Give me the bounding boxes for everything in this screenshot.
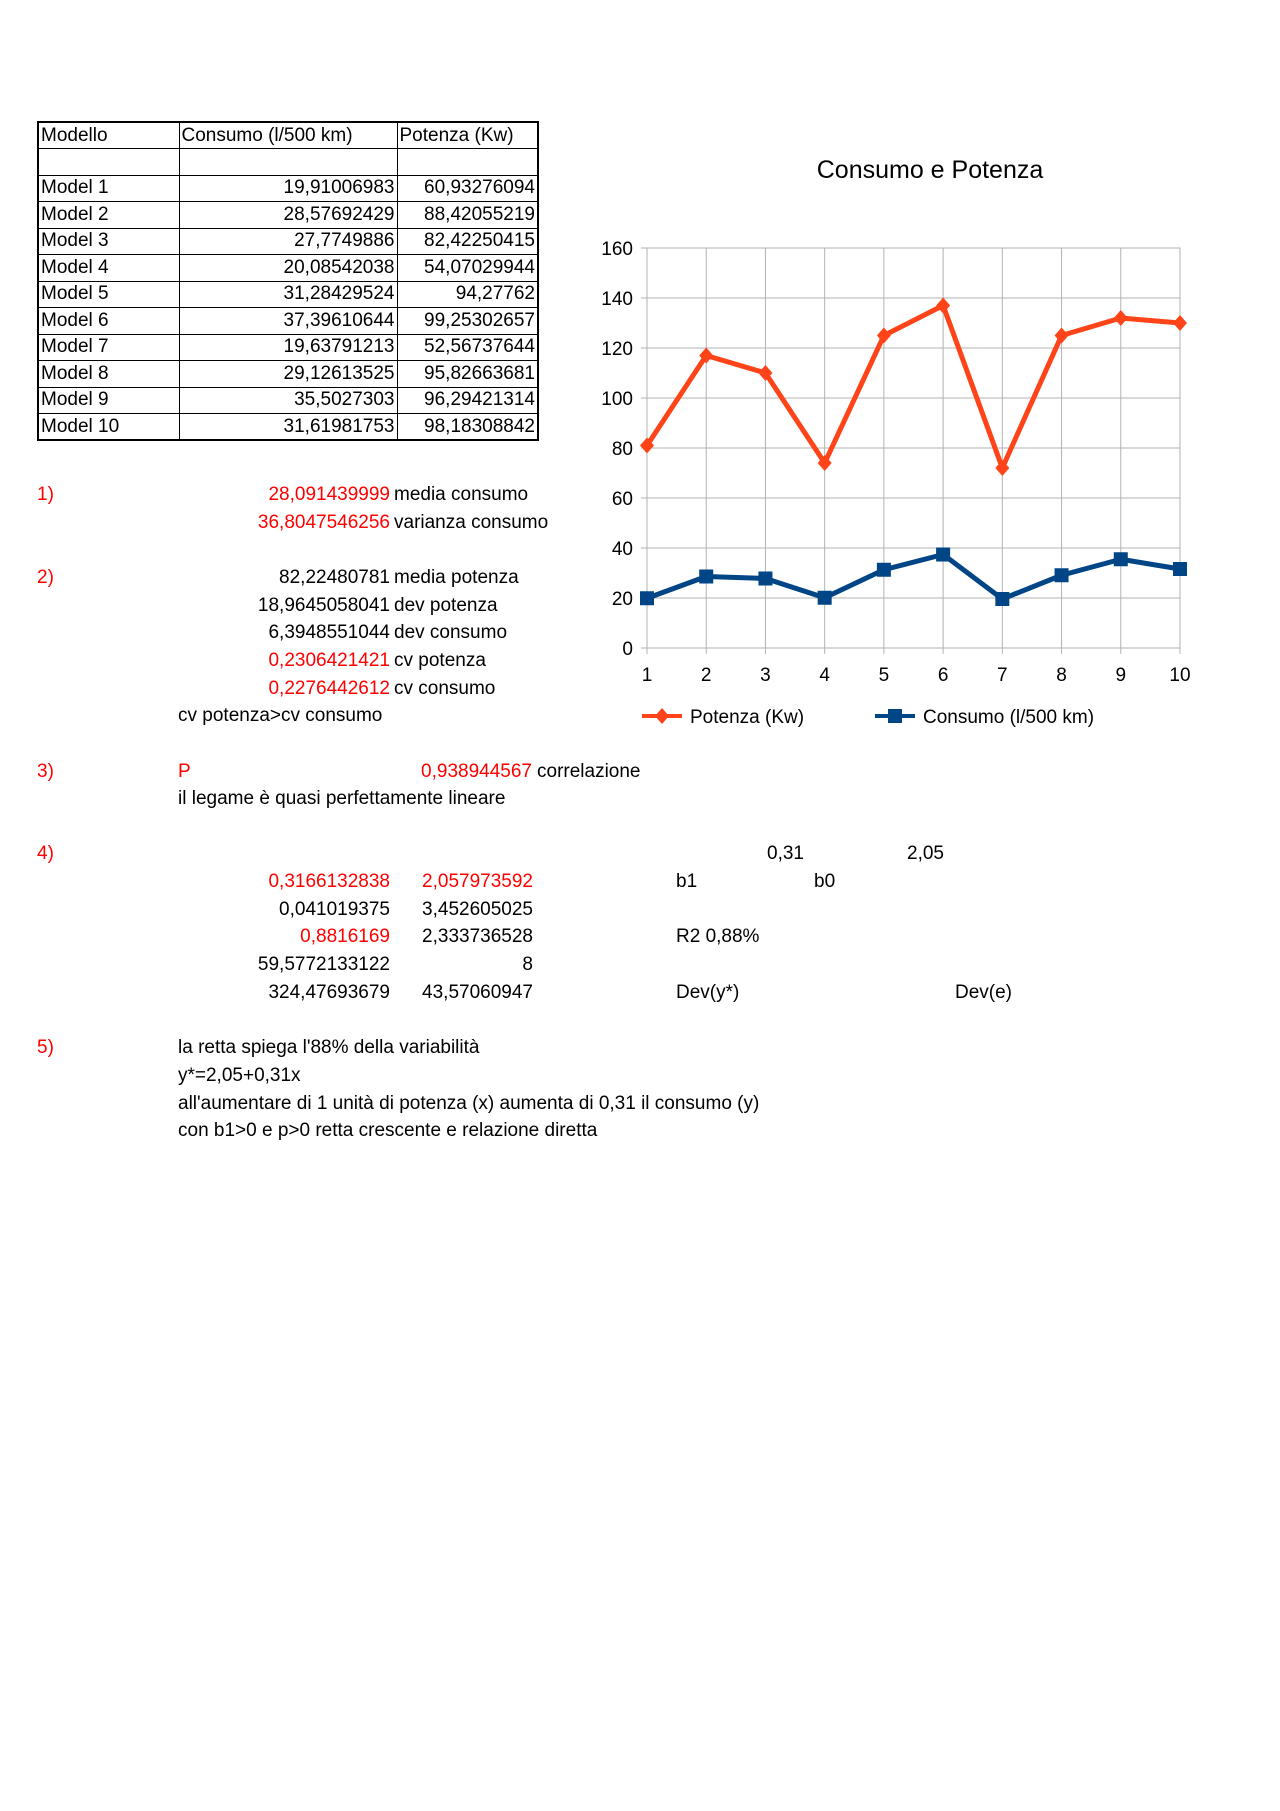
table-row xyxy=(38,202,538,229)
y-tick-label: 100 xyxy=(601,389,633,410)
table-value-cell: 31,61981753 xyxy=(179,414,397,441)
section-1-number: 1) xyxy=(37,484,54,505)
table-row xyxy=(38,281,538,308)
section-2-number: 2) xyxy=(37,567,54,588)
y-tick-label: 120 xyxy=(601,339,633,360)
table-model-cell: Model 8 xyxy=(38,361,179,388)
conclusion-line-1: la retta spiega l'88% della variabilità xyxy=(178,1037,480,1058)
table-value-cell: 28,57692429 xyxy=(179,202,397,229)
series-consumo xyxy=(640,548,1187,607)
table-model-cell: Model 4 xyxy=(38,255,179,282)
chart-series xyxy=(640,298,1187,607)
chart-axes xyxy=(601,239,1190,686)
correlazione-label: correlazione xyxy=(537,761,641,782)
series-line xyxy=(647,555,1180,600)
table-row xyxy=(38,175,538,202)
matrix-r1-c2: 2,057973592 xyxy=(422,871,533,892)
matrix-r5-c1: 324,47693679 xyxy=(268,982,390,1003)
legend-marker xyxy=(655,708,669,724)
y-tick-label: 140 xyxy=(601,289,633,310)
legend-marker xyxy=(888,709,902,723)
dev-consumo-label: dev consumo xyxy=(394,622,508,643)
table-empty-cell xyxy=(179,149,397,176)
x-tick-label: 1 xyxy=(641,665,653,686)
correlazione-value: 0,938944567 xyxy=(421,761,532,782)
varianza-consumo-label: varianza consumo xyxy=(394,512,549,533)
media-potenza-label: media potenza xyxy=(394,567,519,588)
table-value-cell: 20,08542038 xyxy=(179,255,397,282)
table-model-cell: Model 5 xyxy=(38,281,179,308)
conclusion-line-2: y*=2,05+0,31x xyxy=(178,1065,301,1086)
table-row xyxy=(38,334,538,361)
table-value-cell: 88,42055219 xyxy=(397,202,538,229)
conclusion-line-3: all'aumentare di 1 unità di potenza (x) aumenta di 0,31 il consumo (y) xyxy=(178,1093,760,1114)
data-point xyxy=(877,563,891,577)
data-point xyxy=(1055,568,1069,582)
data-table xyxy=(37,121,539,441)
y-tick-label: 20 xyxy=(611,589,633,610)
cv-potenza-label: cv potenza xyxy=(394,650,486,671)
cv-consumo-label: cv consumo xyxy=(394,678,496,699)
matrix-r3-c1: 0,8816169 xyxy=(300,926,390,947)
matrix-r4-c1: 59,5772133122 xyxy=(257,954,390,975)
section-5-number: 5) xyxy=(37,1037,54,1058)
conclusion-line-4: con b1>0 e p>0 retta crescente e relazione diretta xyxy=(178,1120,598,1141)
chart-grid xyxy=(647,248,1180,648)
table-header-row xyxy=(38,122,538,149)
data-point xyxy=(699,570,713,584)
table-model-cell: Model 1 xyxy=(38,175,179,202)
matrix-r5-c2: 43,57060947 xyxy=(422,982,533,1003)
data-point xyxy=(936,548,950,562)
table-value-cell: 60,93276094 xyxy=(397,175,538,202)
data-point xyxy=(818,591,832,605)
cv-comparison-text: cv potenza>cv consumo xyxy=(178,705,383,726)
cv-potenza-value: 0,2306421421 xyxy=(268,650,390,671)
table-value-cell: 19,91006983 xyxy=(179,175,397,202)
x-tick-label: 4 xyxy=(819,665,830,686)
table-model-cell: Model 3 xyxy=(38,228,179,255)
table-model-cell: Model 6 xyxy=(38,308,179,335)
table-value-cell: 29,12613525 xyxy=(179,361,397,388)
table-value-cell: 27,7749886 xyxy=(179,228,397,255)
table-value-cell: 31,28429524 xyxy=(179,281,397,308)
table-value-cell: 19,63791213 xyxy=(179,334,397,361)
correlation-comment: il legame è quasi perfettamente lineare xyxy=(178,788,506,809)
y-tick-label: 60 xyxy=(611,489,633,510)
x-tick-label: 8 xyxy=(1056,665,1067,686)
table-model-cell: Model 9 xyxy=(38,387,179,414)
legend-label: Potenza (Kw) xyxy=(690,707,805,728)
table-row xyxy=(38,308,538,335)
chart-title: Consumo e Potenza xyxy=(816,156,1044,184)
b0-rounded: 2,05 xyxy=(907,843,944,864)
cv-consumo-value: 0,2276442612 xyxy=(268,678,390,699)
x-tick-label: 5 xyxy=(878,665,890,686)
table-empty-row xyxy=(38,149,538,176)
y-tick-label: 40 xyxy=(611,539,633,560)
matrix-r1-c1: 0,3166132838 xyxy=(268,871,390,892)
correlation-symbol: P xyxy=(178,761,191,782)
x-tick-label: 7 xyxy=(997,665,1008,686)
data-point xyxy=(640,591,654,605)
matrix-r2-c1: 0,041019375 xyxy=(279,899,390,920)
table-value-cell: 99,25302657 xyxy=(397,308,538,335)
media-potenza-value: 82,22480781 xyxy=(279,567,390,588)
varianza-consumo-value: 36,8047546256 xyxy=(257,512,390,533)
consumo-potenza-chart xyxy=(600,140,1220,740)
data-point xyxy=(1173,315,1187,331)
media-consumo-value: 28,091439999 xyxy=(268,484,390,505)
x-tick-label: 3 xyxy=(760,665,771,686)
table-value-cell: 52,56737644 xyxy=(397,334,538,361)
b1-rounded: 0,31 xyxy=(767,843,804,864)
y-tick-label: 0 xyxy=(622,639,633,660)
table-value-cell: 96,29421314 xyxy=(397,387,538,414)
table-model-cell: Model 2 xyxy=(38,202,179,229)
matrix-r2-c2: 3,452605025 xyxy=(422,899,533,920)
section-3-number: 3) xyxy=(37,761,54,782)
data-point xyxy=(1114,552,1128,566)
b0-label: b0 xyxy=(814,871,836,892)
series-potenza xyxy=(640,298,1187,477)
x-tick-label: 6 xyxy=(937,665,949,686)
x-tick-label: 2 xyxy=(700,665,712,686)
b1-label: b1 xyxy=(676,871,698,892)
table-model-cell: Model 10 xyxy=(38,414,179,441)
table-row xyxy=(38,228,538,255)
table-header-cell: Modello xyxy=(38,122,179,149)
table-header-cell: Potenza (Kw) xyxy=(397,122,538,149)
dev-potenza-value: 18,9645058041 xyxy=(257,595,390,616)
table-row xyxy=(38,255,538,282)
chart-legend xyxy=(642,707,1094,728)
data-point xyxy=(1114,310,1128,326)
table-value-cell: 98,18308842 xyxy=(397,414,538,441)
table-value-cell: 37,39610644 xyxy=(179,308,397,335)
legend-label: Consumo (l/500 km) xyxy=(923,707,1095,728)
dev-y-label: Dev(y*) xyxy=(676,982,740,1003)
table-row xyxy=(38,361,538,388)
section-4-number: 4) xyxy=(37,843,54,864)
media-consumo-label: media consumo xyxy=(394,484,529,505)
table-row xyxy=(38,414,538,441)
matrix-r4-c2: 8 xyxy=(522,954,533,975)
x-tick-label: 9 xyxy=(1115,665,1127,686)
table-model-cell: Model 7 xyxy=(38,334,179,361)
table-value-cell: 94,27762 xyxy=(397,281,538,308)
series-line xyxy=(647,306,1180,469)
matrix-r3-c2: 2,333736528 xyxy=(422,926,533,947)
table-empty-cell xyxy=(397,149,538,176)
table-value-cell: 35,5027303 xyxy=(179,387,397,414)
table-empty-cell xyxy=(38,149,179,176)
dev-consumo-value: 6,3948551044 xyxy=(268,622,390,643)
y-tick-label: 160 xyxy=(601,239,633,260)
dev-potenza-label: dev potenza xyxy=(394,595,498,616)
data-point xyxy=(1173,562,1187,576)
table-value-cell: 54,07029944 xyxy=(397,255,538,282)
data-point xyxy=(995,592,1009,606)
data-point xyxy=(936,298,950,314)
y-tick-label: 80 xyxy=(611,439,633,460)
table-row xyxy=(38,387,538,414)
table-value-cell: 82,42250415 xyxy=(397,228,538,255)
x-tick-label: 10 xyxy=(1169,665,1191,686)
r2-label: R2 0,88% xyxy=(676,926,760,947)
table-value-cell: 95,82663681 xyxy=(397,361,538,388)
dev-e-label: Dev(e) xyxy=(955,982,1013,1003)
data-point xyxy=(758,572,772,586)
table-header-cell: Consumo (l/500 km) xyxy=(179,122,397,149)
